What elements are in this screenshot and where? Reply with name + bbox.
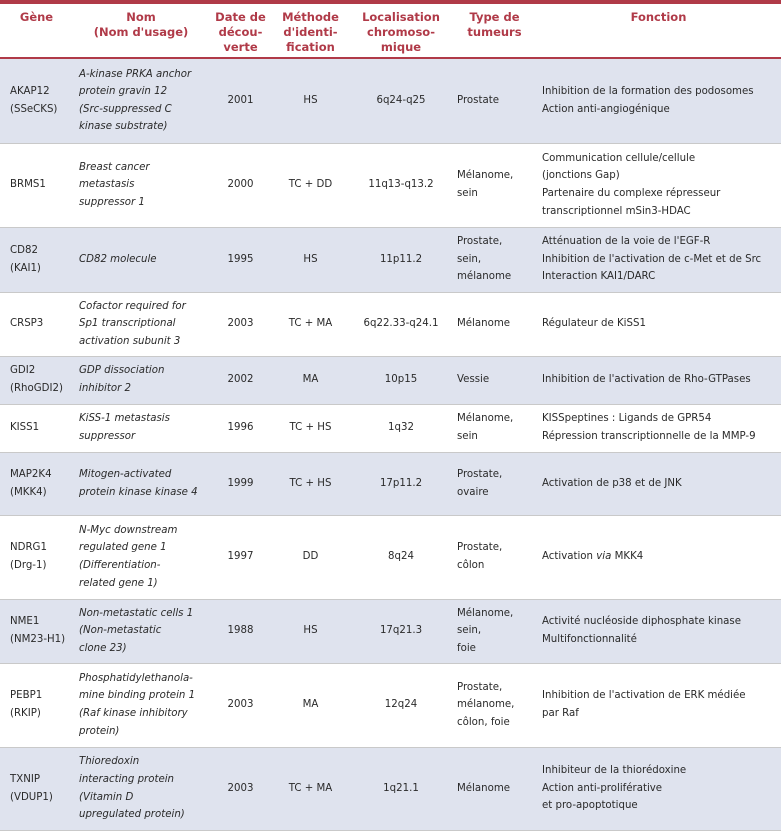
date-cell-value: 2003: [227, 782, 254, 794]
fonction-cell-line: Activation de p38 et de JNK: [542, 477, 682, 489]
methode-cell: [272, 599, 349, 663]
nom-cell-line: (Differentiation-: [79, 560, 161, 571]
gene-cell: [0, 747, 73, 830]
type-cell: [453, 404, 536, 452]
methode-cell: [272, 663, 349, 747]
fonction-cell-line: Répression transcriptionnelle de la MMP-9: [542, 431, 756, 442]
date-cell-value: 1999: [227, 477, 254, 489]
nom-cell-line: Thioredoxin: [79, 756, 140, 768]
localisation-cell: [349, 599, 453, 663]
type-cell-line: sein: [457, 188, 478, 199]
methode-cell-value: MA: [302, 699, 319, 711]
fonction-cell: [536, 515, 781, 599]
fonction-cell-line: et pro-apoptotique: [542, 800, 638, 812]
header-type: Type de tumeurs: [453, 4, 536, 58]
type-cell-line: Prostate: [457, 94, 499, 106]
table-row: [0, 747, 781, 830]
localisation-cell-value: 1q32: [388, 422, 414, 434]
fonction-cell-line: Inhibition de l'activation de Rho-GTPases: [542, 374, 751, 386]
nom-cell-line: Non-metastatic cells 1: [79, 607, 194, 619]
nom-cell: [73, 515, 209, 599]
methode-cell: [272, 356, 349, 404]
type-cell-line: Prostate,: [457, 681, 503, 693]
type-cell-line: Mélanome,: [457, 413, 514, 425]
fonction-cell-line: Atténuation de la voie de l'EGF-R: [542, 236, 711, 248]
localisation-cell: [349, 663, 453, 747]
nom-cell-line: Cofactor required for: [79, 300, 186, 312]
type-cell-line: Prostate,: [457, 236, 503, 248]
fonction-cell-line: Multifonctionnalité: [542, 634, 637, 645]
nom-cell-line: upregulated protein): [79, 809, 185, 821]
fonction-cell-line: par Raf: [542, 708, 579, 719]
nom-cell-line: KiSS-1 metastasis: [79, 413, 170, 425]
date-cell-value: 1995: [227, 253, 254, 265]
gene-cell: [0, 404, 73, 452]
date-cell: [209, 452, 272, 515]
fonction-cell-line: Régulateur de KiSS1: [542, 318, 646, 330]
methode-cell-value: HS: [303, 253, 318, 265]
type-cell-line: Vessie: [457, 374, 490, 386]
gene-cell-line: (Drg-1): [10, 560, 47, 571]
nom-cell: [73, 227, 209, 292]
type-cell-line: Mélanome: [457, 782, 511, 794]
nom-cell-line: (Raf kinase inhibitory: [79, 708, 188, 719]
gene-cell-line: (RKIP): [10, 708, 41, 719]
localisation-cell-value: 17q21.3: [379, 625, 423, 637]
type-cell-line: Prostate,: [457, 468, 503, 480]
nom-cell-line: inhibitor 2: [79, 383, 132, 394]
localisation-cell-value: 1q21.1: [383, 782, 419, 794]
type-cell-line: mélanome,: [457, 699, 515, 711]
nom-cell-line: suppressor 1: [79, 196, 145, 208]
date-cell: [209, 227, 272, 292]
table-row: [0, 58, 781, 143]
fonction-cell: [536, 292, 781, 356]
fonction-cell-line: transcriptionnel mSin3-HDAC: [542, 205, 691, 217]
gene-cell-line: KISS1: [10, 422, 40, 434]
fonction-cell: [536, 747, 781, 830]
fonction-cell-line: Activation via MKK4: [542, 551, 644, 563]
localisation-cell: [349, 747, 453, 830]
gene-cell: [0, 292, 73, 356]
date-cell: [209, 747, 272, 830]
methode-cell-value: TC + DD: [288, 179, 333, 191]
fonction-cell: [536, 599, 781, 663]
localisation-cell: [349, 227, 453, 292]
fonction-cell-line: Inhibiteur de la thiorédoxine: [542, 765, 687, 777]
localisation-cell-value: 6q24-q25: [376, 94, 426, 106]
table-row: [0, 663, 781, 747]
nom-cell: [73, 452, 209, 515]
type-cell: [453, 58, 536, 143]
type-cell: [453, 747, 536, 830]
nom-cell-line: clone 23): [79, 642, 127, 654]
methode-cell: [272, 747, 349, 830]
type-cell-line: Mélanome: [457, 318, 511, 330]
nom-cell-line: regulated gene 1: [79, 542, 167, 554]
methode-cell: [272, 515, 349, 599]
methode-cell-value: MA: [302, 374, 319, 386]
localisation-cell: [349, 356, 453, 404]
methode-cell-value: HS: [303, 94, 318, 106]
methode-cell: [272, 58, 349, 143]
date-cell-value: 2002: [227, 374, 254, 386]
table-body: [0, 58, 781, 830]
localisation-cell-value: 10p15: [384, 374, 418, 386]
gene-cell-line: NME1: [10, 616, 40, 628]
nom-cell-line: N-Myc downstream: [79, 524, 178, 536]
table-row: [0, 227, 781, 292]
fonction-cell-line: Action anti-angiogénique: [542, 103, 670, 115]
type-cell: [453, 143, 536, 227]
localisation-cell-value: 17p11.2: [379, 477, 423, 489]
date-cell-value: 1996: [227, 422, 254, 434]
gene-cell-line: MAP2K4: [10, 468, 52, 480]
type-cell: [453, 452, 536, 515]
gene-cell-line: PEBP1: [10, 690, 43, 702]
table-row: [0, 356, 781, 404]
localisation-cell: [349, 404, 453, 452]
fonction-cell-line: Inhibition de l'activation de c-Met et de Src: [542, 253, 762, 265]
header-date: Date de décou- verte: [209, 4, 272, 58]
fonction-cell: [536, 404, 781, 452]
metastasis-suppressor-genes-table: [0, 4, 781, 831]
localisation-cell-value: 11p11.2: [379, 253, 423, 265]
fonction-cell-line: Action anti-proliférative: [542, 782, 663, 794]
fonction-cell: [536, 58, 781, 143]
type-cell: [453, 599, 536, 663]
localisation-cell-value: 12q24: [384, 699, 418, 711]
fonction-cell: [536, 356, 781, 404]
nom-cell-line: metastasis: [79, 179, 135, 191]
fonction-cell: [536, 143, 781, 227]
type-cell: [453, 227, 536, 292]
gene-cell: [0, 143, 73, 227]
type-cell-line: côlon: [457, 560, 485, 571]
methode-cell-value: DD: [302, 551, 319, 563]
fonction-cell: [536, 663, 781, 747]
nom-cell-line: (Src-suppressed C: [79, 103, 172, 115]
fonction-cell-line: Inhibition de la formation des podosomes: [542, 86, 754, 98]
nom-cell-line: protein gravin 12: [79, 86, 168, 98]
date-cell: [209, 143, 272, 227]
type-cell: [453, 292, 536, 356]
fonction-cell: [536, 452, 781, 515]
type-cell-line: Prostate,: [457, 542, 503, 554]
nom-cell-line: (Vitamin D: [79, 791, 134, 803]
nom-cell-line: CD82 molecule: [79, 253, 157, 265]
type-cell: [453, 663, 536, 747]
gene-cell: [0, 515, 73, 599]
gene-cell-line: CD82: [10, 244, 38, 256]
type-cell-line: sein,: [457, 253, 482, 265]
type-cell-line: foie: [457, 642, 476, 654]
gene-cell-line: NDRG1: [10, 542, 47, 554]
gene-cell-line: (SSeCKS): [10, 103, 58, 115]
type-cell-line: sein,: [457, 625, 482, 637]
date-cell: [209, 58, 272, 143]
gene-cell-line: (NM23-H1): [10, 634, 66, 645]
table-row: [0, 599, 781, 663]
nom-cell: [73, 663, 209, 747]
nom-cell: [73, 747, 209, 830]
table-row: [0, 143, 781, 227]
date-cell-value: 1997: [227, 551, 254, 563]
header-gene: Gène: [0, 4, 73, 58]
gene-cell: [0, 599, 73, 663]
type-cell-line: Mélanome,: [457, 170, 514, 182]
nom-cell: [73, 58, 209, 143]
nom-cell-line: protein kinase kinase 4: [79, 486, 198, 498]
date-cell: [209, 356, 272, 404]
methode-cell-value: TC + HS: [289, 477, 332, 489]
table-row: [0, 292, 781, 356]
gene-cell-line: AKAP12: [10, 86, 50, 98]
date-cell-value: 2003: [227, 699, 254, 711]
table-row: [0, 515, 781, 599]
nom-cell-line: Breast cancer: [79, 161, 150, 173]
methode-cell-value: HS: [303, 625, 318, 637]
nom-cell-line: activation subunit 3: [79, 335, 181, 347]
type-cell: [453, 515, 536, 599]
header-methode: Méthode d'identi- fication: [272, 4, 349, 58]
nom-cell: [73, 404, 209, 452]
fonction-cell-line: Interaction KAI1/DARC: [542, 271, 656, 283]
gene-cell-line: GDI2: [10, 365, 36, 377]
type-cell-line: sein: [457, 431, 478, 442]
localisation-cell-value: 6q22.33-q24.1: [363, 318, 439, 330]
gene-cell-line: (MKK4): [10, 486, 47, 498]
localisation-cell: [349, 58, 453, 143]
table-row: [0, 404, 781, 452]
nom-cell-line: kinase substrate): [79, 121, 168, 133]
gene-cell: [0, 356, 73, 404]
gene-cell-line: (RhoGDI2): [10, 383, 63, 394]
nom-cell-line: Mitogen-activated: [79, 468, 172, 480]
date-cell-value: 2003: [227, 318, 254, 330]
date-cell: [209, 404, 272, 452]
gene-cell: [0, 663, 73, 747]
nom-cell-line: mine binding protein 1: [79, 690, 196, 702]
gene-cell: [0, 452, 73, 515]
methode-cell: [272, 404, 349, 452]
header-localisation: Localisation chromoso- mique: [349, 4, 453, 58]
header-fonction: Fonction: [536, 4, 781, 58]
fonction-cell-line: Inhibition de l'activation de ERK médiée: [542, 690, 746, 702]
methode-cell: [272, 292, 349, 356]
fonction-cell-line: Activité nucléoside diphosphate kinase: [542, 616, 741, 628]
localisation-cell-value: 11q13-q13.2: [368, 179, 434, 191]
nom-cell-line: protein): [79, 725, 120, 737]
gene-cell-line: CRSP3: [10, 318, 44, 330]
type-cell-line: côlon, foie: [457, 716, 510, 728]
nom-cell-line: interacting protein: [79, 773, 175, 785]
nom-cell-line: related gene 1): [79, 577, 158, 589]
date-cell: [209, 292, 272, 356]
nom-cell-line: A-kinase PRKA anchor: [79, 68, 192, 80]
header-nom: Nom (Nom d'usage): [73, 4, 209, 58]
gene-cell-line: (KAI1): [10, 262, 41, 274]
header-row: [0, 4, 781, 58]
methode-cell-value: TC + MA: [288, 318, 333, 330]
gene-cell-line: TXNIP: [10, 773, 40, 785]
date-cell-value: 2001: [227, 94, 254, 106]
nom-cell-line: Phosphatidylethanola-: [79, 672, 193, 684]
type-cell-line: ovaire: [457, 486, 489, 498]
nom-cell-line: (Non-metastatic: [79, 625, 162, 637]
fonction-cell-line: (jonctions Gap): [542, 170, 620, 182]
date-cell-value: 2000: [227, 179, 254, 191]
methode-cell-value: TC + MA: [288, 782, 333, 794]
gene-cell-line: (VDUP1): [10, 791, 53, 803]
fonction-cell-line: KISSpeptines : Ligands de GPR54: [542, 413, 712, 425]
nom-cell: [73, 143, 209, 227]
type-cell-line: mélanome: [457, 271, 512, 283]
fonction-cell-line: Communication cellule/cellule: [542, 152, 696, 164]
methode-cell: [272, 452, 349, 515]
nom-cell-line: Sp1 transcriptional: [79, 318, 176, 330]
localisation-cell: [349, 515, 453, 599]
date-cell: [209, 515, 272, 599]
gene-cell-line: BRMS1: [10, 179, 46, 191]
gene-cell: [0, 227, 73, 292]
nom-cell: [73, 356, 209, 404]
methode-cell: [272, 143, 349, 227]
fonction-cell: [536, 227, 781, 292]
nom-cell-line: GDP dissociation: [79, 365, 165, 377]
localisation-cell: [349, 292, 453, 356]
date-cell-value: 1988: [227, 625, 254, 637]
type-cell-line: Mélanome,: [457, 607, 514, 619]
localisation-cell: [349, 452, 453, 515]
nom-cell: [73, 292, 209, 356]
gene-cell: [0, 58, 73, 143]
localisation-cell-value: 8q24: [388, 551, 414, 563]
type-cell: [453, 356, 536, 404]
date-cell: [209, 599, 272, 663]
nom-cell-line: suppressor: [79, 431, 136, 442]
fonction-cell-line: Partenaire du complexe répresseur: [542, 188, 721, 199]
methode-cell-value: TC + HS: [289, 422, 332, 434]
localisation-cell: [349, 143, 453, 227]
date-cell: [209, 663, 272, 747]
nom-cell: [73, 599, 209, 663]
methode-cell: [272, 227, 349, 292]
table-row: [0, 452, 781, 515]
